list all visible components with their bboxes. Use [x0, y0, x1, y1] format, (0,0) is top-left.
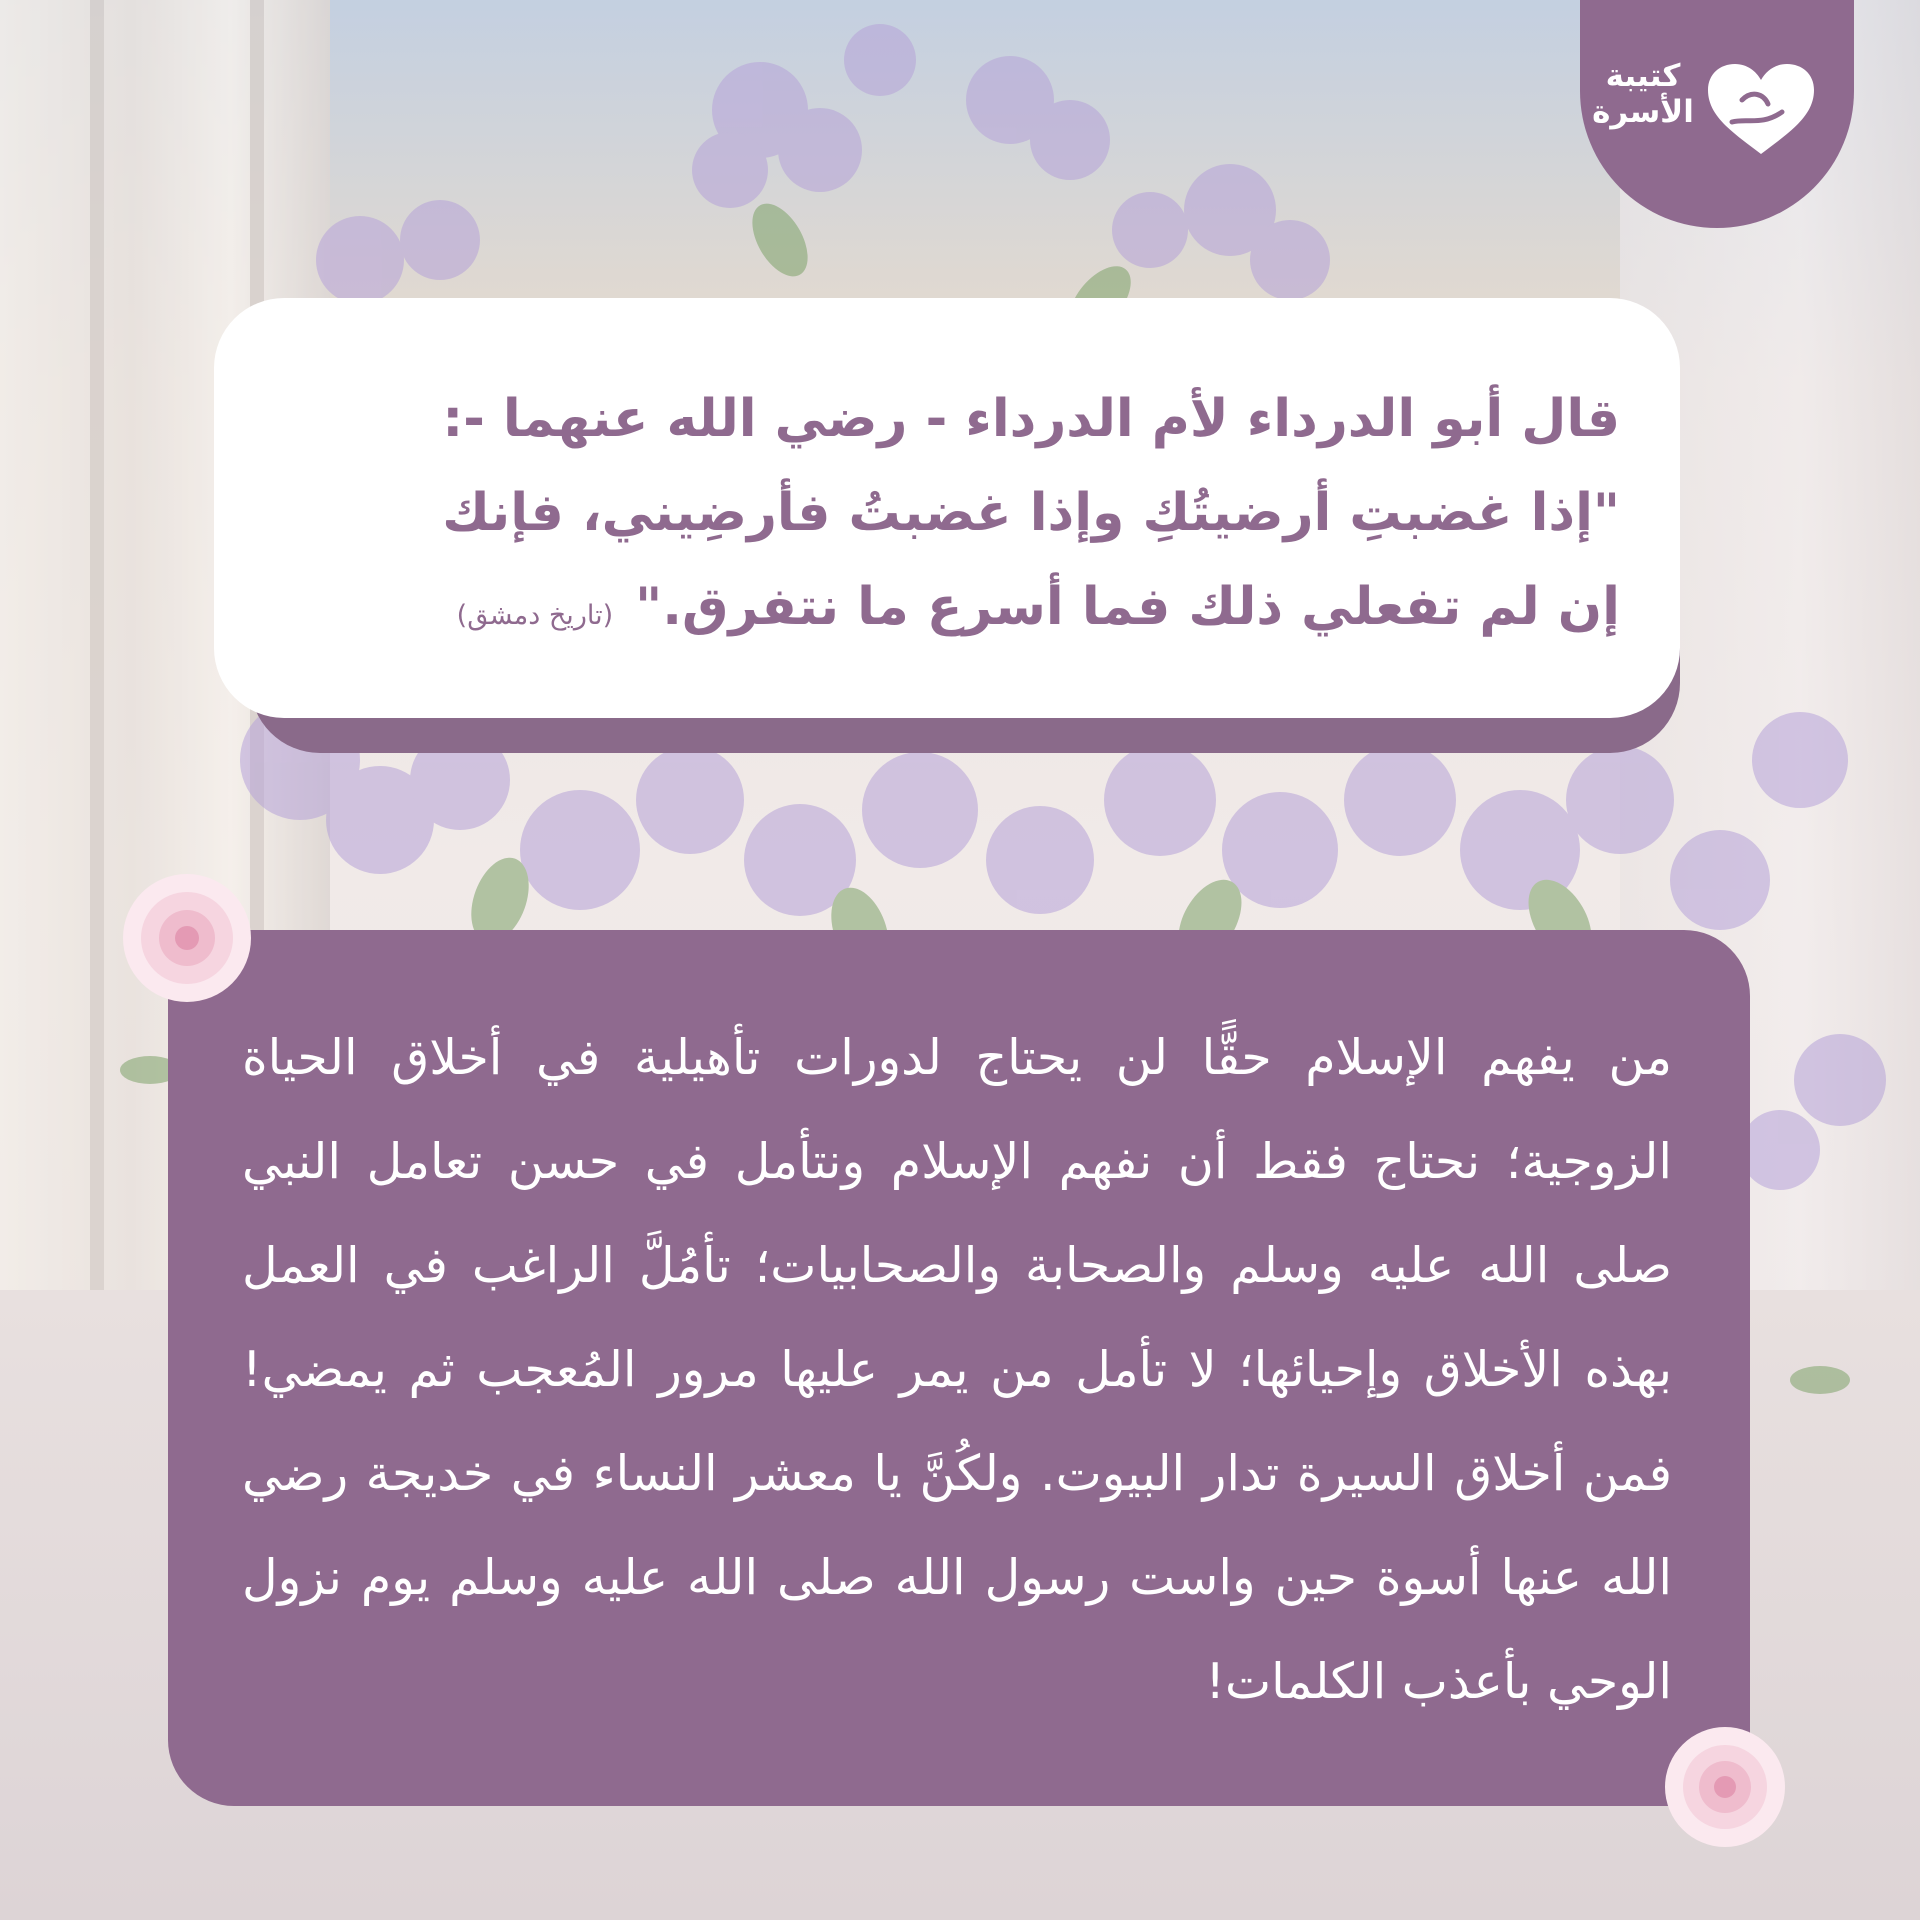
quote-line-3-row: [300, 560, 1620, 663]
heart-hands-icon: [1702, 60, 1820, 160]
quote-line-2: "إذا غضبتِ أرضيتُكِ وإذا غضبتُ فأرضِيني، فإنك: [442, 483, 1620, 543]
quote-line-1: قال أبو الدرداء لأم الدرداء - رضي الله عنهما -:: [442, 389, 1620, 449]
quote-line-3: إن لم تفعلي ذلك فما أسرع ما نتفرق.": [635, 577, 1620, 637]
body-paragraph: من يفهم الإسلام حقًّا لن يحتاج لدورات تأهيلية في أخلاق الحياة الزوجية؛ نحتاج فقط أن نفهم الإسلام ونتأمل في حسن تعامل النبي صلى الله عليه وسلم والصحابة والصحابيات؛ تأمُلَّ الراغب في العمل بهذه الأخلاق وإحيائها؛ لا تأمل من يمر عليها مرور المُعجب ثم يمضي! فمن أخلاق السيرة تدار البيوت. ولكُنَّ يا معشر النساء في خديجة رضي الله عنها أسوة حين واست رسول الله صلى الله عليه وسلم يوم نزول الوحي بأعذب الكلمات!: [242, 1029, 1672, 1710]
quote-text: [300, 372, 1620, 663]
quote-source: (تاريخ دمشق): [456, 600, 614, 631]
rose-decoration-top: [112, 868, 262, 1008]
rose-decoration-bottom: [1655, 1722, 1795, 1852]
logo-line-1: كتيبة: [1605, 58, 1681, 94]
logo-text: [1588, 58, 1698, 130]
logo-line-2: الأسرة: [1592, 94, 1694, 130]
